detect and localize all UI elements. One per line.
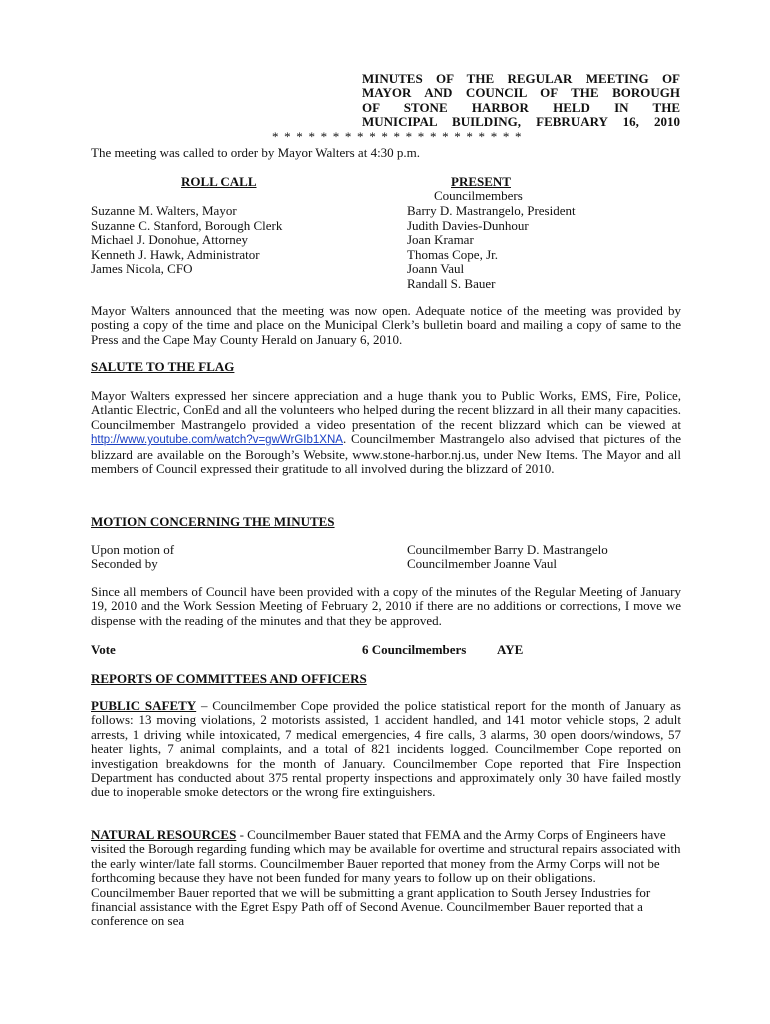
seconded-value: Councilmember Joanne Vaul (407, 556, 557, 571)
present-list (407, 204, 576, 291)
salute-heading: SALUTE TO THE FLAG (91, 359, 235, 374)
seconded-row (91, 557, 681, 571)
roll-call-item: James Nicola, CFO (91, 261, 193, 276)
roll-call-item: Suzanne C. Stanford, Borough Clerk (91, 217, 283, 233)
vote-result: AYE (497, 642, 524, 657)
seconded-label: Seconded by (91, 556, 158, 571)
public-safety-paragraph (91, 699, 681, 800)
natural-resources-paragraph (91, 828, 681, 929)
vote-label: Vote (91, 642, 116, 657)
public-safety-text: – Councilmember Cope provided the police statistical report for the month of January as follows: 13 moving violations, 2 motorists assisted, 1 accident handled, and 141 motor vehicle stops, 2 adult arrests, 1 driving while intoxicated, 7 medical emergencies, 4 fire calls, 3 alarms, 30 open doors/windows, 57 heater lights, 7 animal complaints, and a total of 821 incidents logged. Councilmember Cope reported on investigation breakdowns for the month of January. Councilmember Cope reported that Fire Inspection Department has conducted about 375 rental property inspections and approximately only 30 have failed mostly due to inoperable smoke detectors or the wrong fire extinguishers. (91, 698, 681, 800)
reports-heading: REPORTS OF COMMITTEES AND OFFICERS (91, 671, 367, 686)
called-to-order-text: The meeting was called to order by Mayor Walters at 4:30 p.m. (91, 145, 421, 160)
vote-count: 6 Councilmembers (362, 642, 467, 657)
upon-motion-label: Upon motion of (91, 542, 175, 557)
present-item: Barry D. Mastrangelo, President (407, 203, 576, 218)
natural-resources-text: - Councilmember Bauer stated that FEMA and the Army Corps of Engineers have visited the Borough regarding funding which may be available for overtime and structural repairs associated with the early winter/late fall storms. Councilmember Bauer reported that money from the Army Corps will not be forthcoming because they have not been funded for many years to follow up on their obligations. Councilmember Bauer reported that we will be submitting a grant application to South Jersey Industries for financial assistance with the Egret Espy Path off of Second Avenue. Councilmember Bauer reported that a conference on sea (91, 827, 681, 929)
motion-row (91, 543, 681, 557)
councilmembers-subheading: Councilmembers (434, 188, 523, 203)
present-item: Judith Davies-Dunhour (407, 217, 529, 233)
present-item: Randall S. Bauer (407, 275, 496, 291)
title-line-4: MUNICIPAL BUILDING, FEBRUARY 16, 2010 (362, 114, 680, 130)
roll-call-item: Suzanne M. Walters, Mayor (91, 203, 237, 218)
title-line-1: MINUTES OF THE REGULAR MEETING OF (362, 71, 680, 86)
asterisk-separator: * * * * * * * * * * * * * * * * * * * * * (272, 129, 523, 144)
natural-resources-label: NATURAL RESOURCES (91, 827, 237, 842)
present-item: Joann Vaul (407, 261, 465, 276)
upon-motion-value: Councilmember Barry D. Mastrangelo (407, 542, 608, 557)
title-line-3: OF STONE HARBOR HELD IN THE (362, 99, 680, 115)
present-heading: PRESENT (451, 174, 511, 189)
title-line-2: MAYOR AND COUNCIL OF THE BOROUGH (362, 85, 680, 101)
roll-call-item: Michael J. Donohue, Attorney (91, 232, 249, 247)
youtube-link[interactable]: http://www.youtube.com/watch?v=gwWrGIb1XNA (91, 434, 343, 447)
salute-text-2: . Councilmember Mastrangelo also advised that pictures of the blizzard are available on the Borough’s Website, www.stone-harbor.nj.us, under New Items. The Mayor and all members of Council expressed their gratitude to all involved during the blizzard of 2010. (91, 431, 681, 477)
roll-call-list (91, 204, 282, 277)
document-title (362, 72, 680, 130)
roll-call-heading: ROLL CALL (181, 174, 257, 189)
salute-paragraph (91, 389, 681, 476)
public-safety-label: PUBLIC SAFETY (91, 698, 197, 713)
motion-minutes-heading: MOTION CONCERNING THE MINUTES (91, 514, 335, 529)
open-notice-paragraph: Mayor Walters announced that the meeting was now open. Adequate notice of the meeting was provided by posting a copy of the time and place on the Municipal Clerk’s bulletin board and mailing a copy of same to the Press and the Cape May County Herald on January 6, 2010. (91, 303, 681, 347)
present-item: Thomas Cope, Jr. (407, 246, 498, 262)
motion-minutes-paragraph: Since all members of Council have been provided with a copy of the minutes of the Regular Meeting of January 19, 2010 and the Work Session Meeting of February 2, 2010 if there are no additions or corrections, I move we dispense with the reading of the minutes and that they be approved. (91, 584, 681, 628)
salute-text-1: Mayor Walters expressed her sincere appreciation and a huge thank you to Public Works, EMS, Fire, Police, Atlantic Electric, ConEd and all the volunteers who helped during the recent blizzard in all their many capacities. Councilmember Mastrangelo provided a video presentation of the recent blizzard which can be viewed at (91, 388, 681, 432)
present-item: Joan Kramar (407, 232, 474, 247)
roll-call-item: Kenneth J. Hawk, Administrator (91, 246, 260, 262)
